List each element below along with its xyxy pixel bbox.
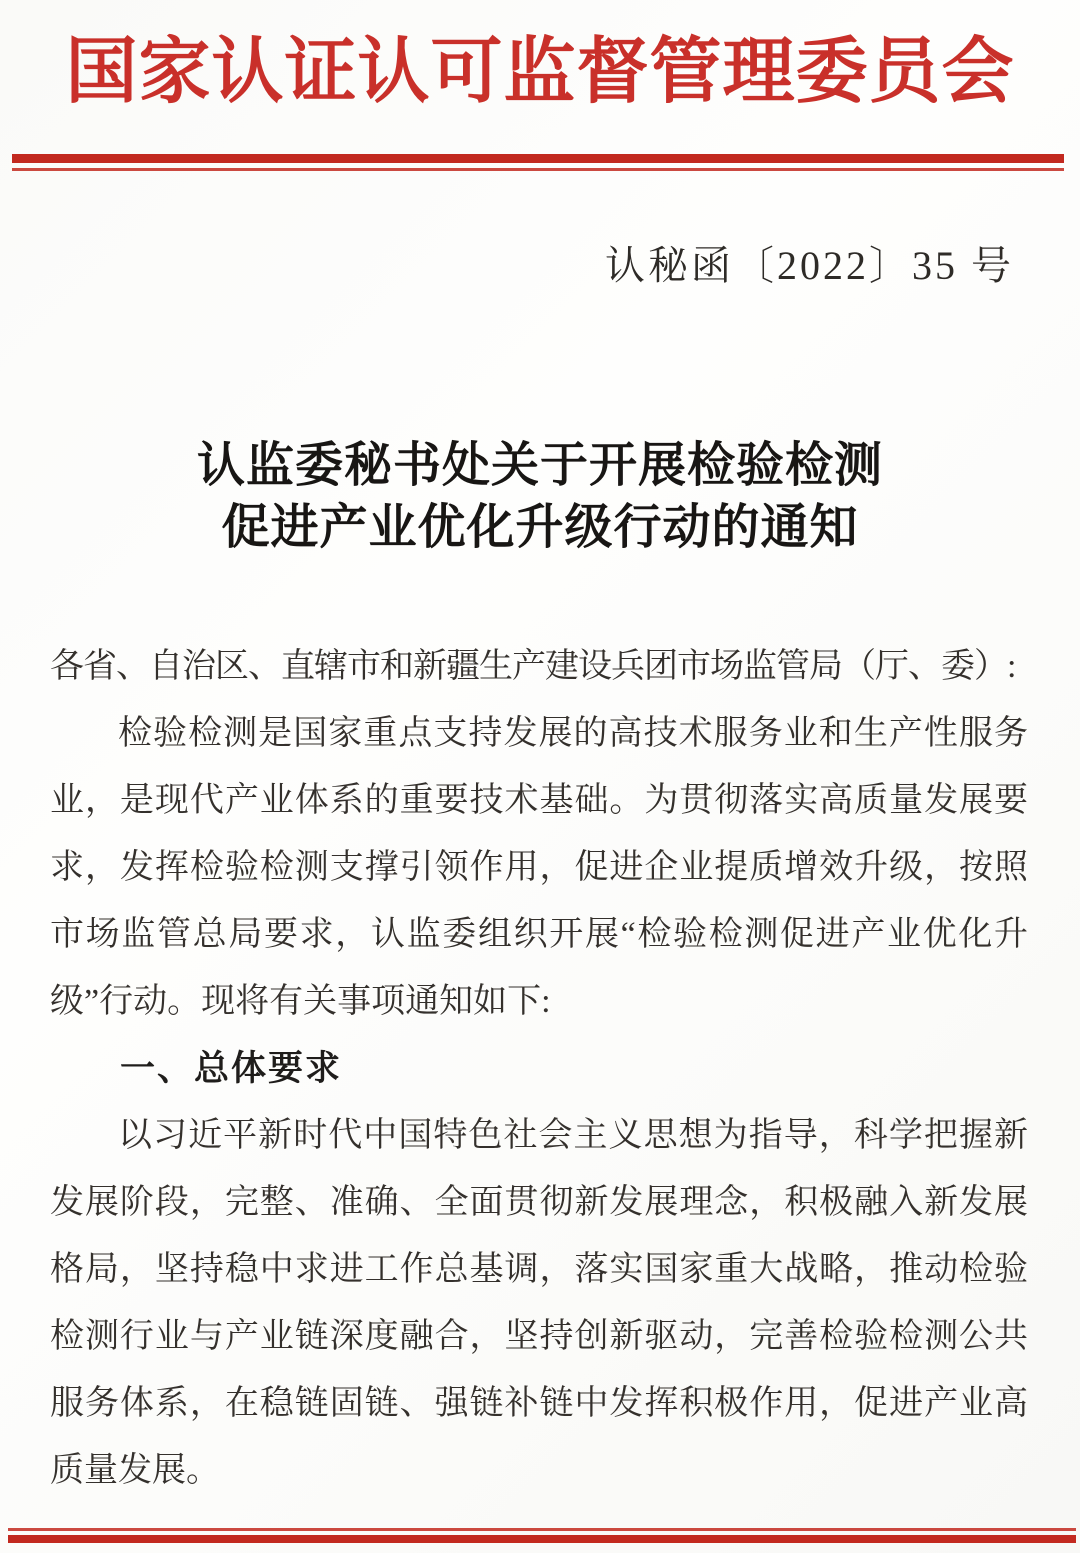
separator-thin-rule [8, 1528, 1076, 1531]
section-heading-overall-requirements: 一、总体要求 [120, 1049, 343, 1088]
letterhead-title: 国家认证认可监督管理委员会 [65, 32, 1015, 112]
document-reference-number: 认秘函〔2022〕35 号 [605, 243, 1014, 288]
overall-requirements-paragraph: 以习近平新时代中国特色社会主义思想为指导，科学把握新发展阶段，完整、准确、全面贯彻新发展理念，积极融入新发展格局，坚持稳中求进工作总基调，落实国家重大战略，推动检验检测行业与产业链深度融合，坚持创新驱动，完善检验检测公共服务体系，在稳链固链、强链补链中发挥积极作用，促进产业高质量发展。 [50, 1117, 1028, 1489]
letterhead-separator [12, 154, 1064, 171]
document-body [50, 633, 1028, 1504]
separator-thick-rule [12, 154, 1064, 163]
salutation-line: 各省、自治区、直辖市和新疆生产建设兵团市场监管局（厅、委）: [50, 648, 1016, 685]
document-title-line2: 促进产业优化升级行动的通知 [221, 501, 859, 554]
footer-separator [8, 1528, 1076, 1543]
separator-thick-rule [8, 1535, 1076, 1543]
document-title [0, 435, 1080, 559]
document-title-line1: 认监委秘书处关于开展检验检测 [196, 439, 883, 492]
separator-thin-rule [12, 168, 1064, 171]
intro-paragraph: 检验检测是国家重点支持发展的高技术服务业和生产性服务业，是现代产业体系的重要技术基础。为贯彻落实高质量发展要求，发挥检验检测支撑引领作用，促进企业提质增效升级，按照市场监管总局要求，认监委组织开展“检验检测促进产业优化升级”行动。现将有关事项通知如下: [50, 715, 1028, 1020]
